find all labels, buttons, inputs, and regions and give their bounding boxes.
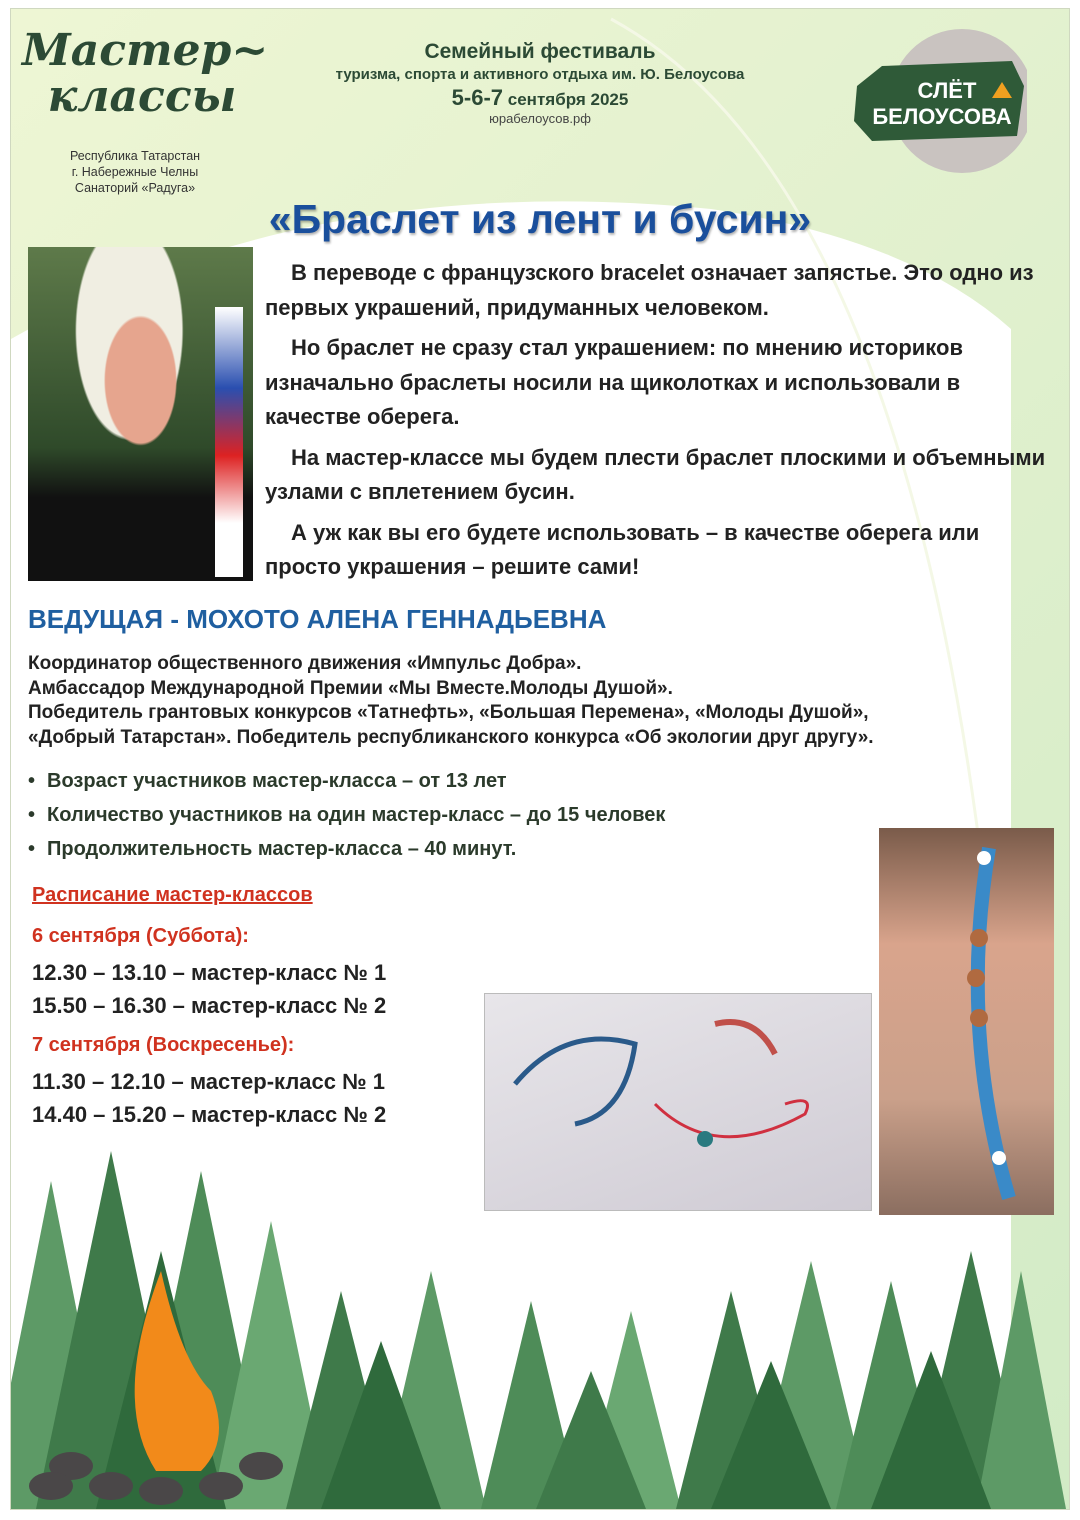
festival-subtitle: туризма, спорта и активного отдыха им. Ю. Белоусова [335, 66, 745, 83]
bio-line: Координатор общественного движения «Импульс Добра». [28, 653, 582, 674]
schedule-slot: 11.30 – 12.10 – мастер-класс № 1 [32, 1069, 385, 1094]
location-line: г. Набережные Челны [71, 165, 199, 179]
ribbon [215, 307, 243, 577]
page-title: «Браслет из лент и бусин» [268, 196, 812, 242]
location-line: Республика Татарстан [69, 149, 201, 163]
bracelets-illustration [485, 994, 871, 1210]
info-item: • Возраст участников мастер-класса – от 13 лет [28, 770, 665, 804]
campfire-stone [29, 1472, 73, 1500]
info-item: • Продолжительность мастер-класса – 40 минут. [28, 838, 665, 872]
svg-text:СЛЁТ: СЛЁТ [917, 78, 977, 103]
intro-paragraph: В переводе с французского bracelet означает запястье. Это одно из первых украшений, придуманных человеком. [265, 260, 1034, 320]
schedule-date: 7 сентября (Воскресенье): [32, 1034, 295, 1056]
bracelet-illustration [879, 828, 1054, 1215]
presenter-photo [28, 247, 253, 581]
schedule-slot: 15.50 – 16.30 – мастер-класс № 2 [32, 993, 387, 1018]
campfire-stone [139, 1477, 183, 1505]
website-link[interactable]: юрабелоусов.рф [489, 111, 591, 126]
festival-dates [270, 85, 810, 111]
festival-header [270, 40, 810, 126]
campfire-stone [239, 1452, 283, 1480]
location-line: Санаторий «Радуга» [74, 181, 196, 195]
festival-title: Семейный фестиваль [424, 40, 656, 63]
dates-text: сентября 2025 [507, 90, 629, 109]
bio-line: «Добрый Татарстан». Победитель республиканского конкурса «Об экологии друг другу». [28, 727, 874, 749]
schedule-date: 6 сентября (Суббота): [32, 925, 249, 947]
bio-line: Победитель грантовых конкурсов «Татнефть», «Большая Перемена», «Молоды Душой», [28, 702, 869, 724]
info-item: • Количество участников на один мастер-класс – до 15 человек [28, 804, 665, 838]
presenter-bio [28, 652, 1058, 751]
svg-text:БЕЛОУСОВА: БЕЛОУСОВА [872, 104, 1012, 129]
schedule-heading: Расписание мастер-классов [32, 884, 313, 906]
master-classes-logo: Мастер~ классы [22, 25, 269, 122]
slet-belousova-logo [852, 26, 1027, 176]
schedule-slot: 12.30 – 13.10 – мастер-класс № 1 [32, 960, 387, 985]
intro-text [265, 256, 1055, 591]
dates-num: 5-6-7 [451, 85, 504, 110]
intro-paragraph: На мастер-классе мы будем плести браслет плоскими и объемными узлами с вплетением бусин. [265, 444, 1046, 504]
bracelets-photo [484, 993, 872, 1211]
bio-line: Амбассадор Международной Премии «Мы Вместе.Молоды Душой». [28, 677, 673, 699]
schedule-slot: 14.40 – 15.20 – мастер-класс № 2 [32, 1102, 387, 1127]
campfire-stone [89, 1472, 133, 1500]
intro-paragraph: А уж как вы его будете использовать – в качестве оберега или просто украшения – решите сами! [265, 519, 980, 579]
schedule [32, 884, 386, 1135]
intro-paragraph: Но браслет не сразу стал украшением: по мнению историков изначально браслеты носили на щиколотках и использовали в качестве оберега. [265, 335, 963, 429]
campfire-stone [199, 1472, 243, 1500]
bracelet-on-hand-photo [879, 828, 1054, 1215]
location [40, 148, 230, 196]
info-list [28, 770, 665, 872]
presenter-heading: ВЕДУЩАЯ - МОХОТО АЛЕНА ГЕННАДЬЕВНА [28, 604, 607, 634]
